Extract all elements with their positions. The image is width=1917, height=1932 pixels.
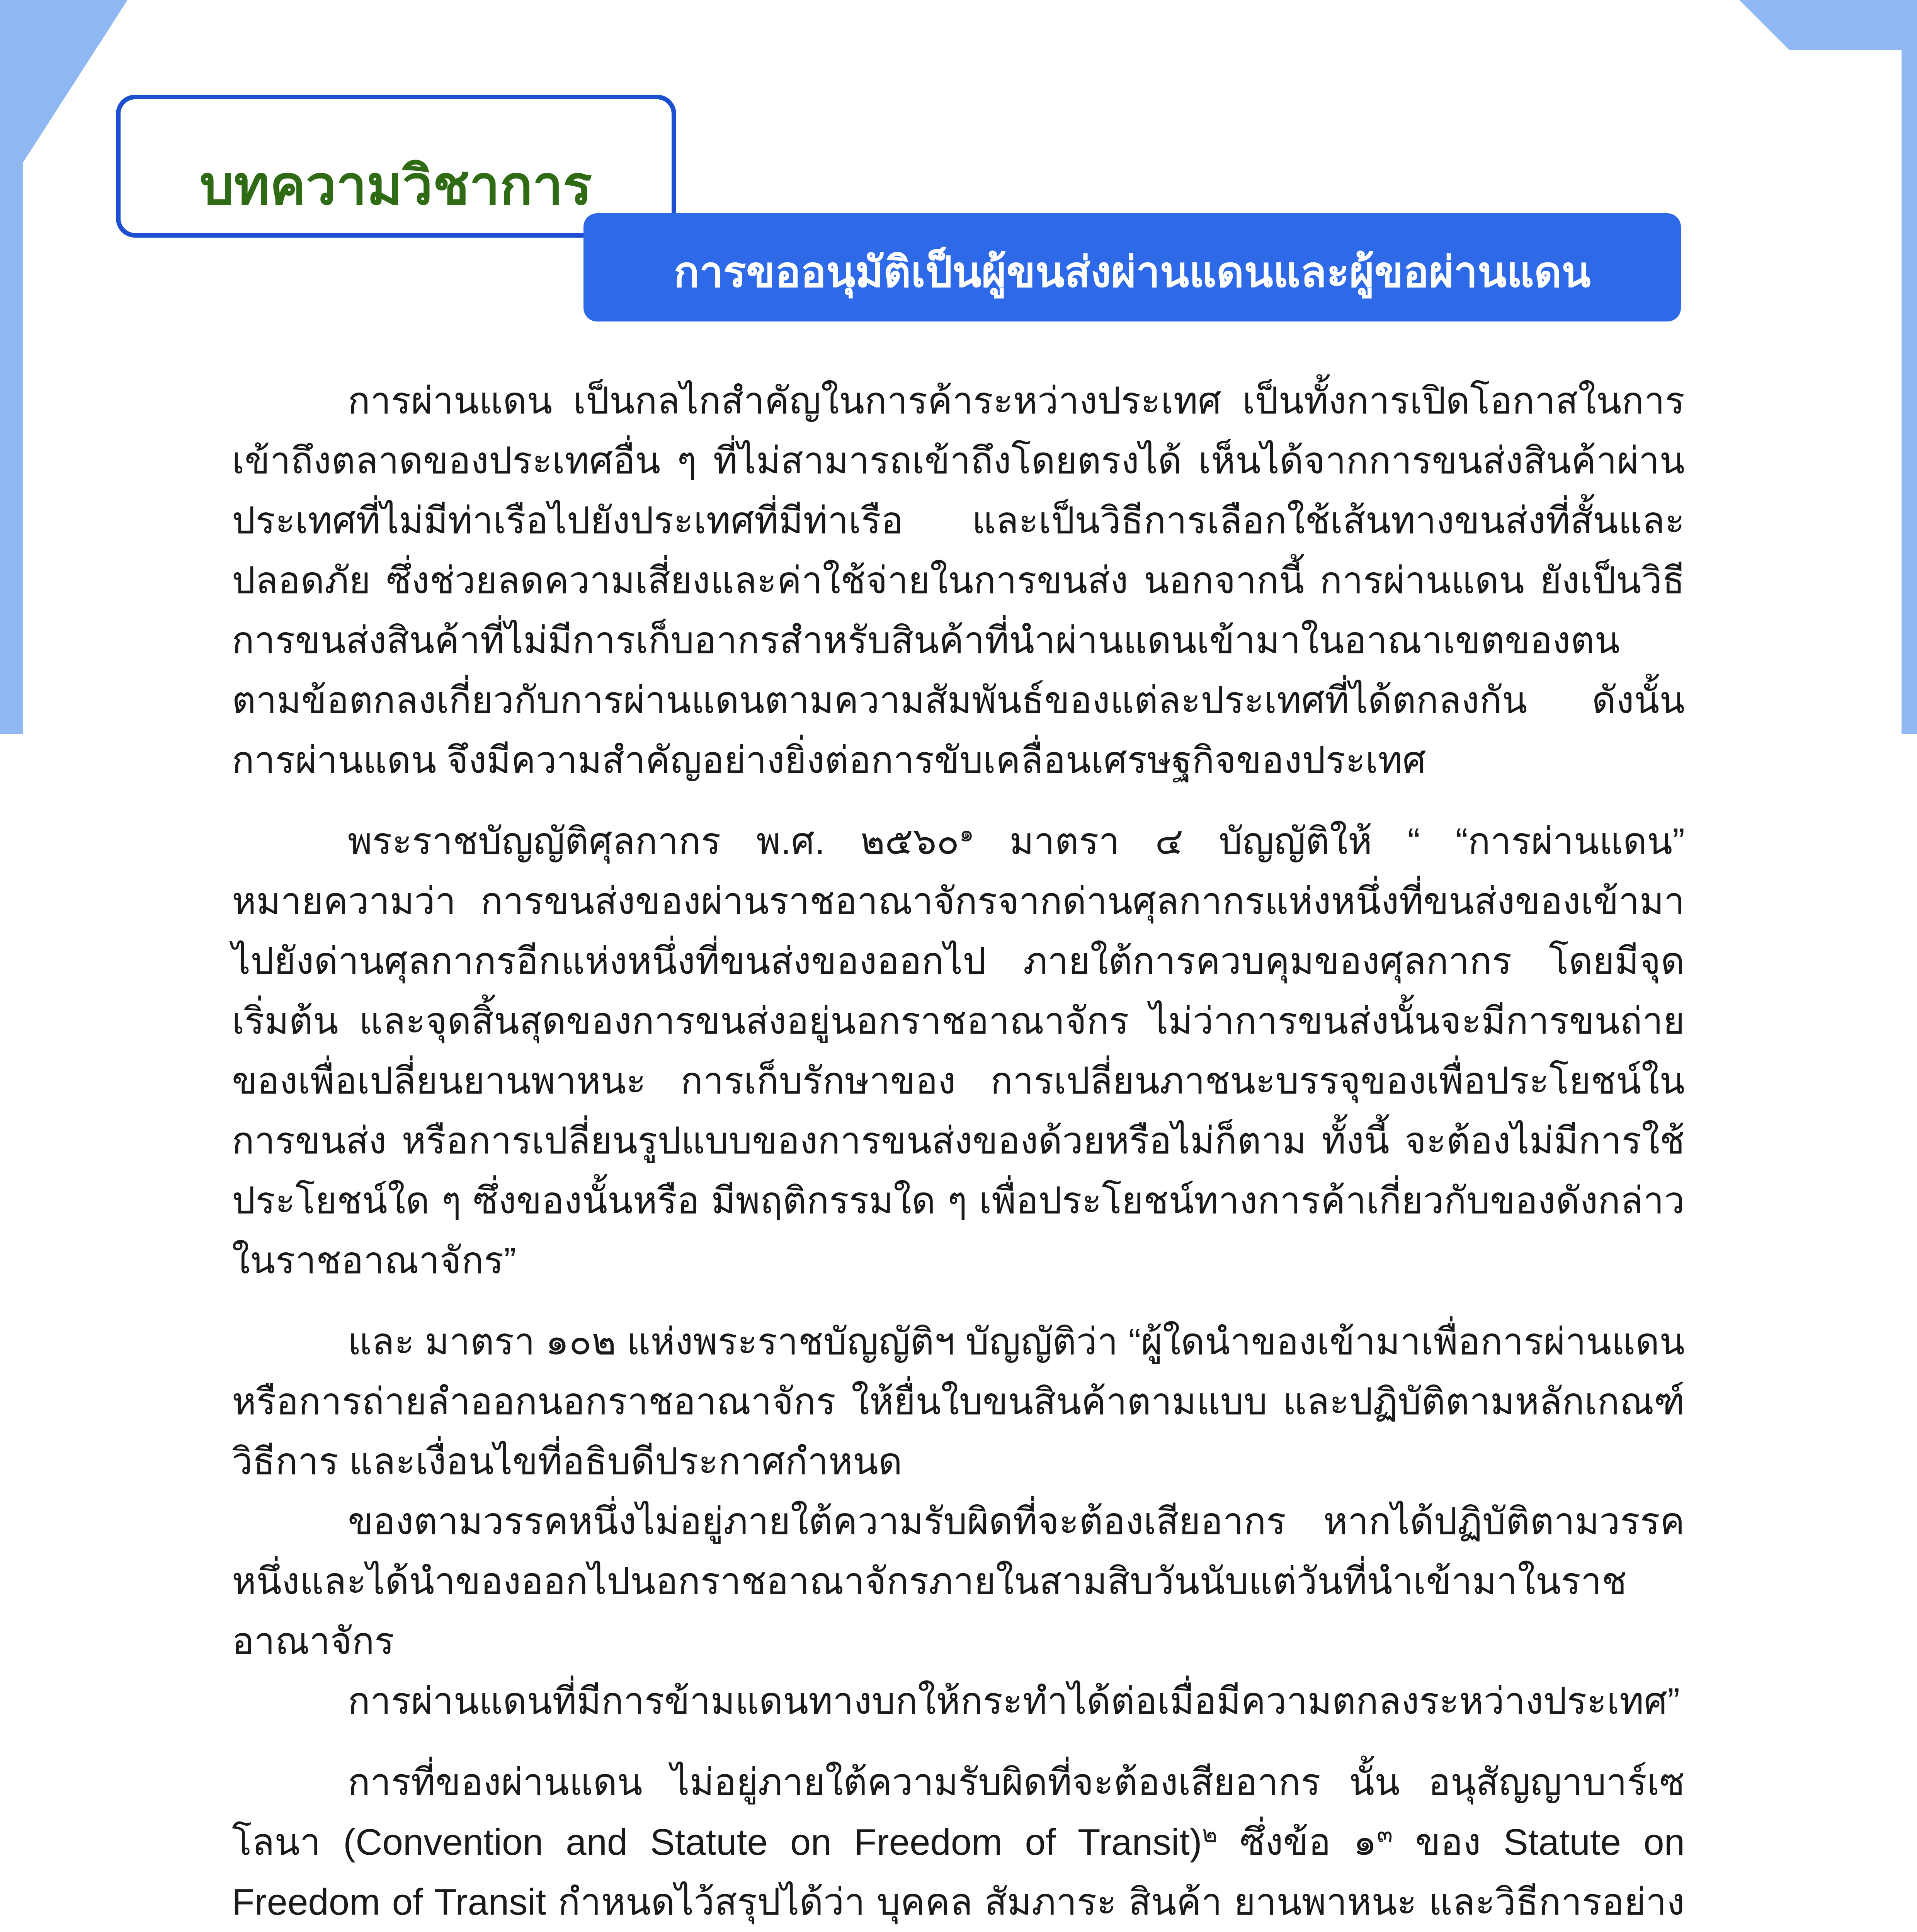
footnote-ref: ๓: [1377, 1821, 1393, 1847]
category-label: บทความวิชาการ: [200, 155, 592, 216]
corner-decoration-right: [1685, 0, 1917, 734]
paragraph: การผ่านแดนที่มีการข้ามแดนทางบกให้กระทำได้ต่อเมื่อมีความตกลงระหว่างประเทศ”: [348, 1680, 1680, 1722]
footnote-ref: ๒: [1202, 1821, 1218, 1847]
paragraph: การที่ของผ่านแดน ไม่อยู่ภายใต้ความรับผิดที่จะต้องเสียอากร นั้น อนุสัญญาบาร์เซโลนา (Convention and Statute on Freedom of Transit)$^๒$ ซึ่งข้อ ๑$^๓$ ของ Statute on Freedom of Transit กำหนดไว้สรุปได้ว่า บุคคล สัมภาระ สินค้า ยานพาหนะ และวิธีการอย่าง: [232, 1762, 1685, 1923]
paragraph: พระราชบัญญัติศุลกากร พ.ศ. ๒๕๖๐$^๑$ มาตรา ๔ บัญญัติให้ “ “การผ่านแดน” หมายความว่า การขนส่งของผ่านราชอาณาจักรจากด่านศุลกากรแห่งหนึ่งที่ขนส่งของเข้ามา ไปยังด่านศุลกากรอีกแห่งหนึ่งที่ขนส่งของออกไป ภายใต้การควบคุมของศุลกากร โดยมีจุดเริ่มต้น และจุดสิ้นสุดของการขนส่งอยู่นอกราชอาณาจักร ไม่ว่าการขนส่งนั้นจะมีการขนถ่ายของเพื่อเปลี่ยนยานพาหนะ การเก็บรักษาของ การเปลี่ยนภาชนะบรรจุของเพื่อประโยชน์ในการขนส่ง หรือการเปลี่ยนรูปแบบของการขนส่งของด้วยหรือไม่ก็ตาม ทั้งนี้ จะต้องไม่มีการใช้ประโยชน์ใด ๆ ซึ่งของนั้นหรือ มีพฤติกรรมใด ๆ เพื่อประโยชน์ทางการค้าเกี่ยวกับของดังกล่าวในราชอาณาจักร”: [232, 820, 1685, 1281]
corner-decoration-left: [0, 0, 128, 734]
title-bar: [583, 213, 1681, 321]
article-body: [232, 371, 1685, 1932]
article-title: การขออนุมัติเป็นผู้ขนส่งผ่านแดนและผู้ขอผ่านแดน: [674, 248, 1591, 296]
paragraph: และ มาตรา ๑๐๒ แห่งพระราชบัญญัติฯ บัญญัติว่า “ผู้ใดนำของเข้ามาเพื่อการผ่านแดนหรือการถ่ายลำออกนอกราชอาณาจักร ให้ยื่นใบขนสินค้าตามแบบ และปฏิบัติตามหลักเกณฑ์ วิธีการ และเงื่อนไขที่อธิบดีประกาศกำหนด: [232, 1321, 1685, 1482]
footnote-ref: ๑: [959, 820, 974, 846]
paragraph: ของตามวรรคหนึ่งไม่อยู่ภายใต้ความรับผิดที่จะต้องเสียอากร หากได้ปฏิบัติตามวรรคหนึ่งและได้นำของออกไปนอกราชอาณาจักรภายในสามสิบวันนับแต่วันที่นำเข้ามาในราชอาณาจักร: [232, 1501, 1685, 1662]
paragraph: การผ่านแดน เป็นกลไกสำคัญในการค้าระหว่างประเทศ เป็นทั้งการเปิดโอกาสในการเข้าถึงตลาดของประเทศอื่น ๆ ที่ไม่สามารถเข้าถึงโดยตรงได้ เห็นได้จากการขนส่งสินค้าผ่านประเทศที่ไม่มีท่าเรือไปยังประเทศที่มีท่าเรือ และเป็นวิธีการเลือกใช้เส้นทางขนส่งที่สั้นและปลอดภัย ซึ่งช่วยลดความเสี่ยงและค่าใช้จ่ายในการขนส่ง นอกจากนี้ การผ่านแดน ยังเป็นวิธีการขนส่งสินค้าที่ไม่มีการเก็บอากรสำหรับสินค้าที่นำผ่านแดนเข้ามาในอาณาเขตของตนตามข้อตกลงเกี่ยวกับการผ่านแดนตามความสัมพันธ์ของแต่ละประเทศที่ได้ตกลงกัน ดังนั้น การผ่านแดน จึงมีความสำคัญอย่างยิ่งต่อการขับเคลื่อนเศรษฐกิจของประเทศ: [232, 380, 1685, 781]
